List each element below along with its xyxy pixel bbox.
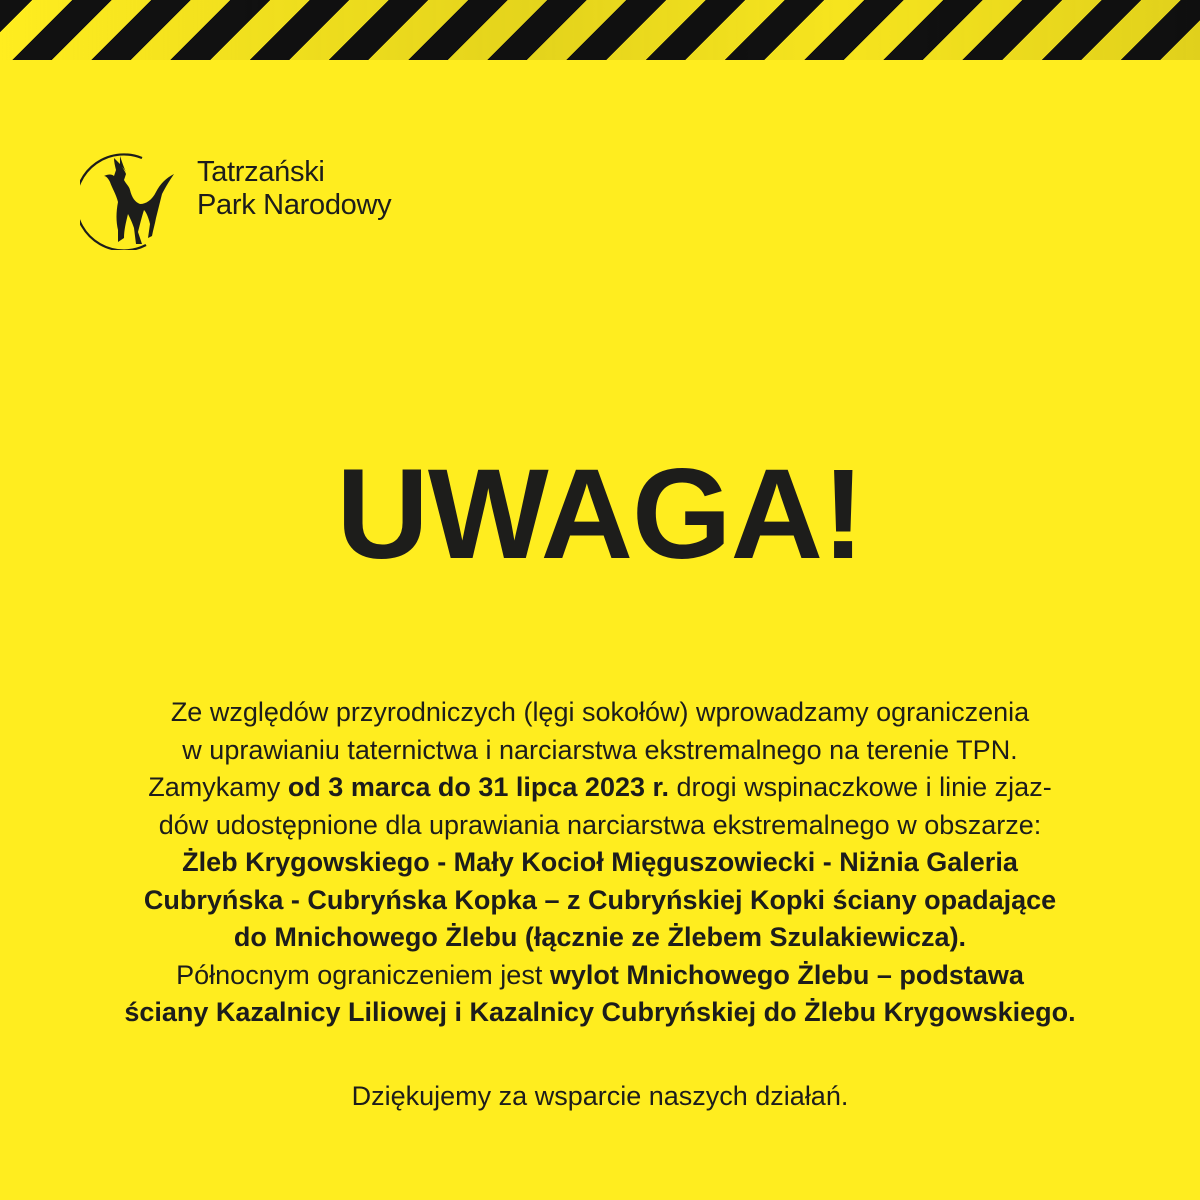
notice-text-span: Północnym ograniczeniem jest bbox=[176, 959, 550, 990]
notice-line: Ze względów przyrodniczych (lęgi sokołów) wprowadzamy ograniczenia bbox=[170, 697, 1030, 727]
tpn-logo bbox=[80, 150, 440, 250]
notice-line bbox=[60, 769, 1140, 807]
notice-text-span: drogi wspinaczkowe i linie zjaz- bbox=[669, 772, 1052, 802]
thanks-text: Dziękujemy za wsparcie naszych działań. bbox=[351, 1081, 849, 1111]
closure-dates: od 3 marca do 31 lipca 2023 r. bbox=[287, 772, 670, 802]
notice-text-span: Zamykamy bbox=[148, 772, 288, 802]
notice-line: w uprawianiu taternictwa i narciarstwa ekstremalnego na terenie TPN. bbox=[182, 734, 1018, 765]
logo-line-2: Park Narodowy bbox=[197, 189, 392, 221]
northern-boundary-line: ściany Kazalnicy Liliowej i Kazalnicy Cubryńskiej do Żlebu Krygowskiego. bbox=[124, 997, 1076, 1027]
logo-wordmark bbox=[197, 156, 391, 222]
notice-text bbox=[60, 694, 1140, 1032]
closed-area-line: Żleb Krygowskiego - Mały Kocioł Mięguszowiecki - Niżnia Galeria bbox=[182, 847, 1018, 877]
headline-uwaga: UWAGA! bbox=[336, 443, 864, 586]
logo-line-1: Tatrzański bbox=[197, 156, 325, 188]
hazard-stripe-banner bbox=[0, 0, 1200, 60]
mountain-photo-band bbox=[0, 0, 1200, 60]
notice-line: dów udostępnione dla uprawiania narciarstwa ekstremalnego w obszarze: bbox=[158, 809, 1042, 840]
closed-area-line: Cubryńska - Cubryńska Kopka – z Cubryńskiej Kopki ściany opadające bbox=[143, 884, 1057, 915]
closed-area-line: do Mnichowego Żlebu (łącznie ze Żlebem Szulakiewicza). bbox=[233, 922, 967, 952]
notice-line bbox=[60, 957, 1140, 995]
chamois-logo-icon bbox=[80, 150, 180, 250]
northern-boundary: wylot Mnichowego Żlebu – podstawa bbox=[549, 959, 1024, 990]
